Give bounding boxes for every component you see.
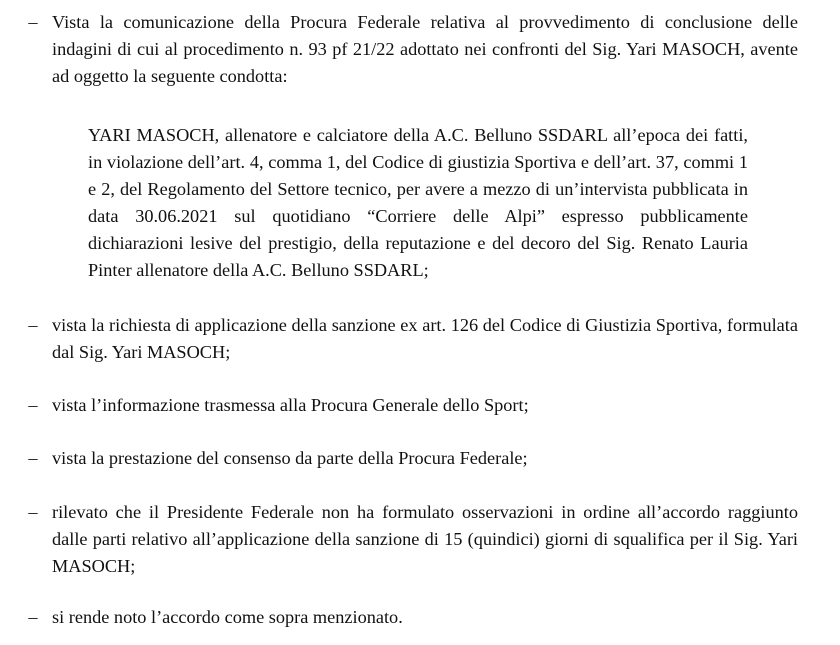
paragraph-information-text: vista l’informazione trasmessa alla Procura Generale dello Sport; bbox=[52, 395, 529, 415]
paragraph-consent-text: vista la prestazione del consenso da parte della Procura Federale; bbox=[52, 448, 528, 468]
list-dash: – bbox=[28, 502, 38, 522]
paragraph-request-text: vista la richiesta di applicazione della sanzione ex art. 126 del Codice di Giustizia Sportiva, formulata dal Sig. Yari MASOCH; bbox=[52, 315, 798, 362]
list-dash: – bbox=[28, 315, 38, 335]
list-dash: – bbox=[28, 448, 38, 468]
paragraph-observation-text: rilevato che il Presidente Federale non ha formulato osservazioni in ordine all’accordo raggiunto dalle parti relativo all’applicazione della sanzione di 15 (quindici) giorni di squalifica per il Sig. Yari MASOCH; bbox=[52, 502, 798, 576]
paragraph-conclusion-text: si rende noto l’accordo come sopra menzionato. bbox=[52, 607, 403, 627]
list-dash: – bbox=[28, 12, 38, 32]
list-dash: – bbox=[28, 607, 38, 627]
list-dash: – bbox=[28, 395, 38, 415]
quoted-conduct: YARI MASOCH, allenatore e calciatore della A.C. Belluno SSDARL all’epoca dei fatti, in violazione dell’art. 4, comma 1, del Codice di giustizia Sportiva e dell’art. 37, commi 1 e 2, del Regolamento del Settore tecnico, per avere a mezzo di un’intervista pubblicata in data 30.06.2021 sul quotidiano “Corriere delle Alpi” espresso pubblicamente dichiarazioni lesive del prestigio, della reputazione e del decoro del Sig. Renato Lauria Pinter allenatore della A.C. Belluno SSDARL; bbox=[88, 125, 748, 280]
paragraph-communication-text: Vista la comunicazione della Procura Federale relativa al provvedimento di conclusione delle indagini di cui al procedimento n. 93 pf 21/22 adottato nei confronti del Sig. Yari MASOCH, avente ad oggetto la seguente condotta: bbox=[52, 12, 798, 86]
